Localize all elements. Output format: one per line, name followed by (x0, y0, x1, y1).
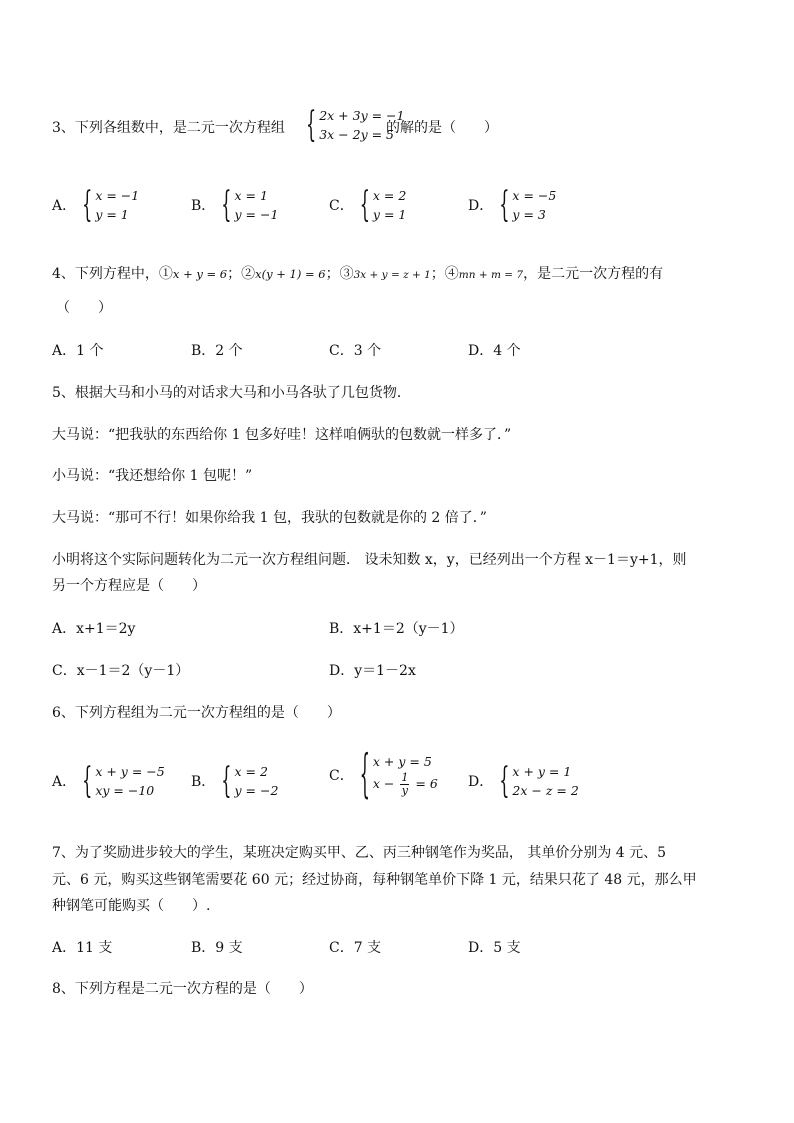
q5-option-a[interactable]: A．x+1＝2y (52, 621, 136, 637)
q7-option-c[interactable]: C．7 支 (329, 940, 382, 956)
q4-separator: ；② (227, 266, 256, 282)
brace-icon: { (499, 759, 510, 801)
option-line: y = −1 (234, 207, 279, 222)
q4-equation-4: mn + m = 7 (458, 269, 524, 281)
fraction-prefix: x − (372, 776, 395, 791)
q5-option-d[interactable]: D．y＝1－2x (329, 663, 416, 679)
q3-option-d[interactable] (468, 183, 557, 225)
q5-option-c[interactable]: C．x－1＝2（y－1） (52, 663, 190, 679)
q5-dialogue-3: 大马说：“那可不行！如果你给我 1 包，我驮的包数就是你的 2 倍了．” (52, 510, 487, 526)
brace-icon: { (221, 759, 232, 801)
option-line: y = 1 (372, 207, 407, 222)
q4-option-a[interactable]: A．1 个 (52, 343, 104, 359)
q4-equation-3: 3x + y = z + 1 (353, 269, 431, 281)
option-label: A． (52, 198, 77, 214)
q5-option-b[interactable]: B．x+1＝2（y－1） (329, 621, 464, 637)
option-label: D． (468, 774, 494, 790)
q3-option-a[interactable] (52, 183, 140, 225)
q5-problem-line-2: 另一个方程应是（ ） (52, 578, 206, 594)
q5-dialogue-2: 小马说：“我还想给你 1 包呢！” (52, 468, 253, 484)
option-line: x + y = −5 (95, 764, 165, 779)
option-label: B． (191, 774, 216, 790)
q3-option-b[interactable] (191, 183, 279, 225)
q4-option-b[interactable]: B．2 个 (191, 343, 243, 359)
q4-stem-end: ，是二元一次方程的有 (523, 266, 664, 282)
option-label: D． (468, 198, 494, 214)
q5-stem: 5、根据大马和小马的对话求大马和小马各驮了几包货物． (52, 385, 411, 401)
q3-option-c[interactable] (329, 183, 407, 225)
q6-option-a[interactable] (52, 759, 165, 801)
option-line: x = −1 (95, 188, 140, 203)
q6-option-d[interactable] (468, 759, 579, 801)
fraction-numerator: 1 (401, 771, 409, 784)
q3-stem-after: 的解的是（ ） (386, 120, 498, 136)
q4-stem (52, 264, 663, 285)
q6-option-b[interactable] (191, 759, 279, 801)
q3-system-line-1: 2x + 3y = −1 (319, 108, 405, 123)
q5-dialogue-1: 大马说：“把我驮的东西给你 1 包多好哇！这样咱俩驮的包数就一样多了．” (52, 427, 512, 443)
brace-icon: { (221, 183, 232, 225)
option-label: C． (329, 198, 354, 214)
q3-stem-before: 3、下列各组数中，是二元一次方程组 (52, 120, 285, 136)
q4-stem-start: 4、下列方程中，① (52, 266, 173, 282)
option-label: B． (191, 198, 216, 214)
option-label: A． (52, 774, 77, 790)
option-line: x = 2 (372, 188, 407, 203)
q7-option-d[interactable]: D．5 支 (468, 940, 521, 956)
fraction-denominator: y (401, 784, 408, 797)
option-line: xy = −10 (95, 783, 155, 798)
fraction-suffix: = 6 (415, 776, 438, 791)
option-line-with-fraction (373, 772, 438, 797)
option-line: y = 1 (95, 207, 129, 222)
q7-stem-line-3: 种钢笔可能购买（ ）. (52, 898, 211, 914)
option-line: y = −2 (234, 783, 279, 798)
q4-answer-paren: （ ） (56, 300, 112, 316)
option-line: x = −5 (512, 188, 557, 203)
option-line: x + y = 1 (512, 764, 572, 779)
q4-equation-2: x(y + 1) = 6 (255, 267, 326, 281)
brace-icon: { (82, 183, 93, 225)
q3-system-line-2: 3x − 2y = 5 (319, 127, 394, 142)
option-line: x + y = 5 (372, 754, 432, 769)
q7-option-a[interactable]: A．11 支 (52, 940, 113, 956)
option-line: x = 2 (234, 764, 268, 779)
brace-icon: { (306, 103, 317, 145)
q5-problem-line-1: 小明将这个实际问题转化为二元一次方程组问题． 设未知数 x，y，已经列出一个方程 x－1＝y+1，则 (52, 552, 687, 568)
q4-option-d[interactable]: D．4 个 (468, 343, 521, 359)
option-line: y = 3 (512, 207, 546, 222)
q4-option-c[interactable]: C．3 个 (329, 343, 382, 359)
brace-icon: { (499, 183, 510, 225)
q4-equation-1: x + y = 6 (172, 267, 228, 281)
option-line: x = 1 (234, 188, 268, 203)
q6-stem: 6、下列方程组为二元一次方程组的是（ ） (52, 705, 341, 721)
q4-separator: ；④ (430, 266, 459, 282)
brace-icon: { (359, 183, 370, 225)
q6-option-c[interactable] (329, 742, 438, 804)
q8-stem: 8、下列方程是二元一次方程的是（ ） (52, 981, 313, 997)
q7-stem-line-2: 元、6 元，购买这些钢笔需要花 60 元；经过协商，每种钢笔单价下降 1 元，结果只花了 48 元，那么甲 (52, 872, 697, 888)
option-line: 2x − z = 2 (512, 783, 579, 798)
brace-icon: { (82, 759, 93, 801)
q4-separator: ；③ (325, 266, 354, 282)
option-label: C． (329, 767, 354, 784)
fraction (400, 772, 409, 797)
q7-stem-line-1: 7、为了奖励进步较大的学生，某班决定购买甲、乙、丙三种钢笔作为奖品， 其单价分别为 4 元、5 (52, 845, 667, 861)
q7-option-b[interactable]: B．9 支 (191, 940, 243, 956)
brace-icon: { (359, 742, 370, 804)
